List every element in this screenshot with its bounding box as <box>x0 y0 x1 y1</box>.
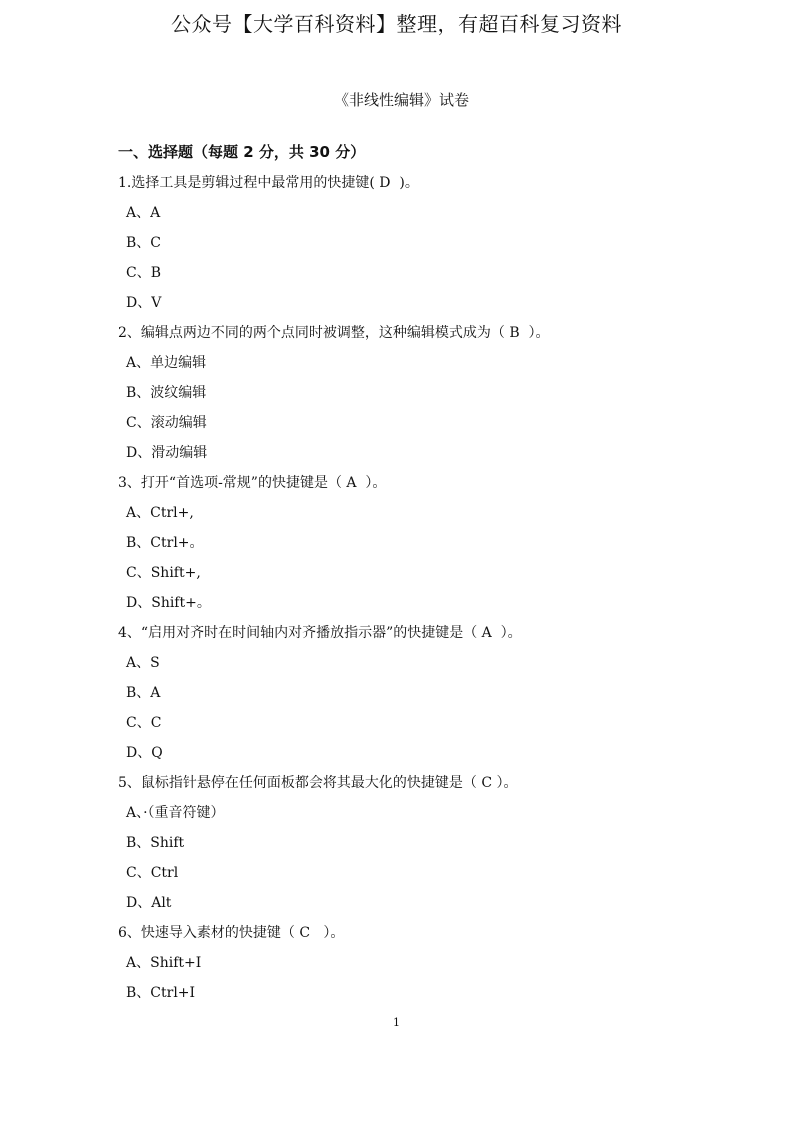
option-3-c: C、Shift+, <box>126 565 201 581</box>
option-5-b: B、Shift <box>126 835 185 851</box>
option-1-d: D、V <box>126 295 162 311</box>
option-3-d: D、Shift+。 <box>126 595 211 611</box>
option-5-c: C、Ctrl <box>126 865 179 881</box>
option-6-b: B、Ctrl+I <box>126 985 196 1001</box>
option-3-b: B、Ctrl+。 <box>126 535 204 551</box>
watermark-header: 公众号【大学百科资料】整理，有超百科复习资料 <box>171 12 622 36</box>
option-4-d: D、Q <box>126 745 163 761</box>
option-1-b: B、C <box>126 235 161 251</box>
option-2-d: D、滑动编辑 <box>126 445 208 461</box>
question-list <box>0 168 793 1008</box>
option-5-a: A、·（重音符键） <box>126 805 225 821</box>
question-6: 6、快速导入素材的快捷键（ C ）。 <box>118 925 345 941</box>
question-5: 5、鼠标指针悬停在任何面板都会将其最大化的快捷键是（ C ）。 <box>118 775 518 791</box>
option-4-a: A、S <box>126 655 160 671</box>
question-4: 4、“启用对齐时在时间轴内对齐播放指示器”的快捷键是（ A ）。 <box>118 625 522 641</box>
option-5-d: D、Alt <box>126 895 172 911</box>
option-2-b: B、波纹编辑 <box>126 385 207 401</box>
document-title: 《非线性编辑》试卷 <box>333 91 469 109</box>
question-1: 1.选择工具是剪辑过程中最常用的快捷键( D )。 <box>118 175 419 191</box>
page-number: 1 <box>393 1016 400 1029</box>
option-3-a: A、Ctrl+, <box>126 505 194 521</box>
question-3: 3、打开“首选项-常规”的快捷键是（ A ）。 <box>118 475 387 491</box>
section-heading: 一、选择题（每题 2 分，共 30 分） <box>118 143 366 161</box>
option-2-c: C、滚动编辑 <box>126 415 207 431</box>
option-6-a: A、Shift+I <box>126 955 202 971</box>
option-4-b: B、A <box>126 685 161 701</box>
option-1-c: C、B <box>126 265 161 281</box>
option-2-a: A、单边编辑 <box>126 355 207 371</box>
question-2: 2、编辑点两边不同的两个点同时被调整，这种编辑模式成为（ B ）。 <box>118 325 550 341</box>
option-4-c: C、C <box>126 715 162 731</box>
option-1-a: A、A <box>126 205 161 221</box>
